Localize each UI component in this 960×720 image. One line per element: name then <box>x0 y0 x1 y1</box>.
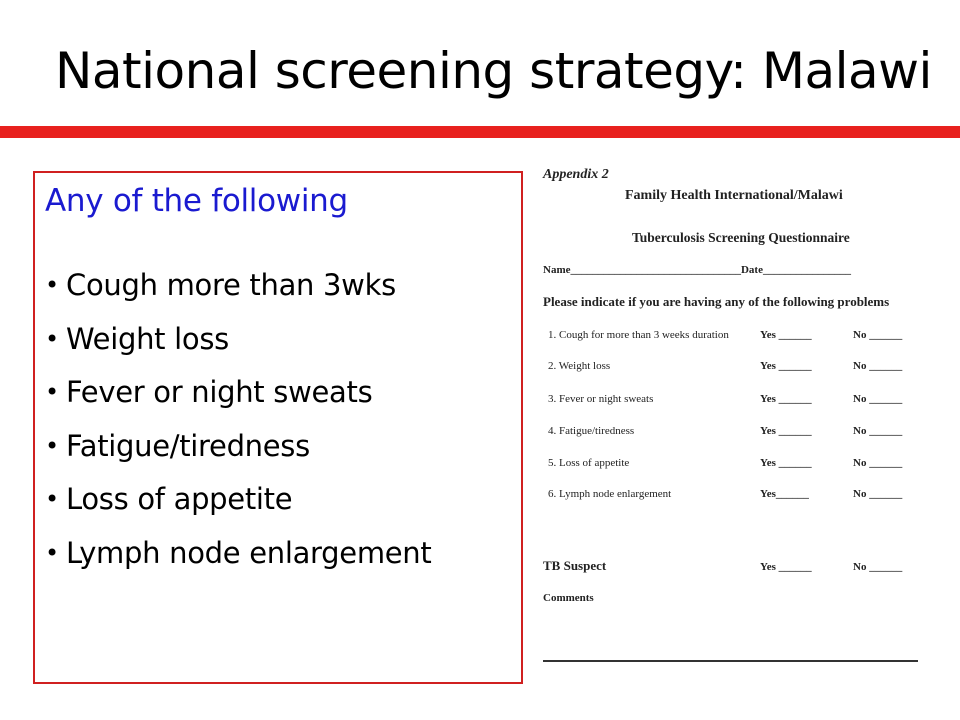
bullet-icon: • <box>45 324 59 353</box>
tb-suspect-no: No ______ <box>853 561 903 573</box>
criteria-intro: Any of the following <box>45 183 348 219</box>
tb-suspect-label: TB Suspect <box>543 558 607 573</box>
tb-suspect-yes: Yes ______ <box>760 561 812 573</box>
criteria-box <box>33 171 523 684</box>
symptom-text: Fatigue/tiredness <box>66 428 310 463</box>
symptom-text: Loss of appetite <box>66 482 293 516</box>
question-label: 1. Cough for more than 3 weeks duration <box>548 329 729 341</box>
list-item <box>45 374 431 428</box>
list-item <box>45 428 431 482</box>
form-comments-label: Comments <box>543 592 594 604</box>
screening-questionnaire-image <box>540 160 940 680</box>
question-label: 5. Loss of appetite <box>548 457 630 469</box>
question-no: No ______ <box>853 329 903 341</box>
list-item <box>45 535 431 589</box>
bullet-icon: • <box>45 378 59 406</box>
question-yes: Yes______ <box>760 488 809 500</box>
question-yes: Yes ______ <box>760 457 812 469</box>
form-question-row <box>540 457 940 477</box>
bullet-icon: • <box>45 271 59 299</box>
bullet-icon: • <box>45 485 59 513</box>
list-item <box>45 321 431 375</box>
list-item <box>45 267 431 321</box>
question-label: 2. Weight loss <box>548 360 611 372</box>
question-label: 4. Fatigue/tiredness <box>548 425 635 437</box>
comments-line <box>543 660 918 662</box>
question-no: No ______ <box>853 488 903 500</box>
form-question-row <box>540 425 940 445</box>
question-no: No ______ <box>853 393 903 405</box>
title-divider-bar <box>0 126 960 138</box>
symptom-list <box>45 267 431 588</box>
symptom-text: Weight loss <box>66 321 229 356</box>
bullet-icon: • <box>45 431 59 460</box>
slide-title: National screening strategy: Malawi <box>55 42 932 100</box>
form-name-date-line: Name_______________________________Date________________ <box>543 264 851 276</box>
form-question-row <box>540 360 940 380</box>
symptom-text: Lymph node enlargement <box>66 535 432 570</box>
question-no: No ______ <box>853 360 903 372</box>
question-yes: Yes ______ <box>760 393 812 405</box>
form-instruction: Please indicate if you are having any of the following problems <box>543 294 890 309</box>
bullet-icon: • <box>45 538 59 567</box>
form-question-row <box>540 488 940 508</box>
tb-suspect-row <box>543 558 943 578</box>
question-label: 6. Lymph node enlargement <box>548 488 672 500</box>
question-yes: Yes ______ <box>760 360 812 372</box>
question-label: 3. Fever or night sweats <box>548 393 654 405</box>
question-yes: Yes ______ <box>760 425 812 437</box>
list-item <box>45 481 431 535</box>
form-organization: Family Health International/Malawi <box>625 188 843 203</box>
question-no: No ______ <box>853 425 903 437</box>
symptom-text: Fever or night sweats <box>66 375 373 409</box>
form-appendix-label: Appendix 2 <box>543 167 609 182</box>
form-title: Tuberculosis Screening Questionnaire <box>632 230 850 245</box>
form-question-row <box>540 393 940 413</box>
question-no: No ______ <box>853 457 903 469</box>
symptom-text: Cough more than 3wks <box>66 268 396 302</box>
question-yes: Yes ______ <box>760 329 812 341</box>
form-question-row <box>540 329 940 349</box>
